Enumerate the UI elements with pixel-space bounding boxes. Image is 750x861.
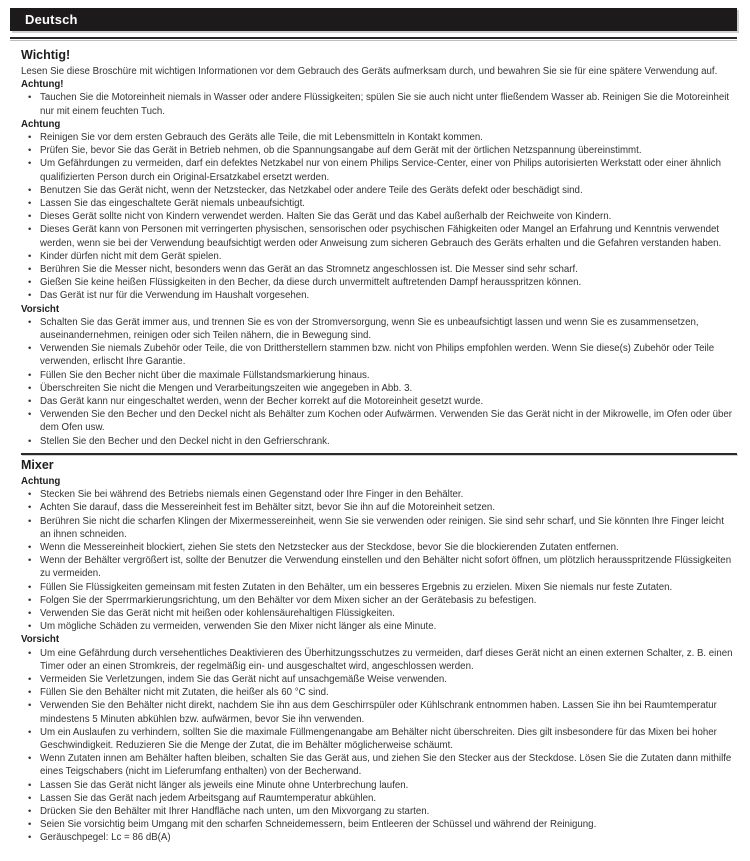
bullet-item: • Achten Sie darauf, dass die Messereinheit fest im Behälter sitzt, bevor Sie ihn auf die Motoreinheit setzen. — [21, 501, 737, 514]
bullet-item: • Drücken Sie den Behälter mit Ihrer Handfläche nach unten, um den Mixvorgang zu starten. — [21, 805, 737, 818]
bullet-item: • Prüfen Sie, bevor Sie das Gerät in Betrieb nehmen, ob die Spannungsangabe auf dem Gerät mit der örtlichen Netzspannung übereinstimmt. — [21, 144, 737, 157]
bullet-item: • Vermeiden Sie Verletzungen, indem Sie das Gerät nicht auf unsachgemäße Weise verwenden. — [21, 673, 737, 686]
bullet-item: • Verwenden Sie das Gerät nicht mit heißen oder kohlensäurehaltigen Flüssigkeiten. — [21, 607, 737, 620]
section-divider — [21, 453, 737, 455]
warning-list-vorsicht — [21, 316, 737, 448]
bullet-item: • Füllen Sie Flüssigkeiten gemeinsam mit festen Zutaten in den Behälter, um ein besseres Ergebnis zu erzielen. Mixen Sie niemals nur feste Zutaten. — [21, 581, 737, 594]
bullet-item: • Berühren Sie nicht die scharfen Klingen der Mixermessereinheit, wenn Sie sie verwenden oder reinigen. Sie sind sehr scharf, und Sie könnten Ihre Finger leicht an ihnen schneiden. — [21, 515, 737, 541]
intro-paragraph: Lesen Sie diese Broschüre mit wichtigen Informationen vor dem Gebrauch des Geräts aufmerksam durch, und bewahren Sie sie für eine spätere Verwendung auf. — [21, 66, 718, 77]
mixer-warning-list-achtung — [21, 488, 737, 633]
bullet-item: • Folgen Sie der Sperrmarkierungsrichtung, um den Behälter vor dem Mixen sicher an der Gerätebasis zu befestigen. — [21, 594, 737, 607]
page-content — [10, 41, 737, 845]
bullet-item: • Um Gefährdungen zu vermeiden, darf ein defektes Netzkabel nur von einem Philips Service-Center, einer von Philips autorisierten Werkstatt oder einer ähnlich qualifizierten Person durch ein Original-Ersatzkabel ersetzt werden. — [21, 157, 737, 183]
mixer-warning-list-vorsicht — [21, 647, 737, 845]
bullet-item: • Berühren Sie die Messer nicht, besonders wenn das Gerät an das Stromnetz angeschlossen ist. Die Messer sind sehr scharf. — [21, 263, 737, 276]
bullet-item: • Wenn der Behälter vergrößert ist, sollte der Benutzer die Verwendung einstellen und den Behälter nicht sofort öffnen, um plötzlich herausspritzende Flüssigkeiten zu vermeiden. — [21, 554, 737, 580]
bullet-item: • Stecken Sie bei während des Betriebs niemals einen Gegenstand oder Ihre Finger in den Behälter. — [21, 488, 737, 501]
bullet-item: • Gießen Sie keine heißen Flüssigkeiten in den Becher, da diese durch unvermittelt auftretenden Dampf herausspritzen können. — [21, 276, 737, 289]
bullet-item: • Lassen Sie das eingeschaltete Gerät niemals unbeaufsichtigt. — [21, 197, 737, 210]
bullet-item: • Schalten Sie das Gerät immer aus, und trennen Sie es von der Stromversorgung, wenn Sie es unbeaufsichtigt lassen und wenn Sie es zusammensetzen, auseinandernehmen, reinigen oder sich Teilen nähern, die in Bewegung sind. — [21, 316, 737, 342]
bullet-item: • Dieses Gerät sollte nicht von Kindern verwendet werden. Halten Sie das Gerät und das Kabel außerhalb der Reichweite von Kindern. — [21, 210, 737, 223]
bullet-item: • Lassen Sie das Gerät nach jedem Arbeitsgang auf Raumtemperatur abkühlen. — [21, 792, 737, 805]
bullet-item: • Um ein Auslaufen zu verhindern, sollten Sie die maximale Füllmengenangabe am Behälter nicht überschreiten. Dies gilt insbesondere für das Mixen bei hoher Geschwindigkeit. Reduzieren Sie die Menge der Zutat, die im Behälter möglicherweise schäumt. — [21, 726, 737, 752]
bullet-item: • Wenn die Messereinheit blockiert, ziehen Sie stets den Netzstecker aus der Steckdose, bevor Sie die blockierenden Zutaten entfernen. — [21, 541, 737, 554]
bullet-item: • Dieses Gerät kann von Personen mit verringerten physischen, sensorischen oder psychischen Fähigkeiten oder Mangel an Erfahrung und Kenntnis verwendet werden, wenn sie bei der Verwendung beaufsichtigt werden oder Anweisung zum sicheren Gebrauch des Geräts erhalten und die Gefahren verstanden haben. — [21, 223, 737, 249]
bullet-item: • Füllen Sie den Becher nicht über die maximale Füllstandsmarkierung hinaus. — [21, 369, 737, 382]
group-heading-achtung-warning: Achtung! — [21, 79, 64, 91]
bullet-item: • Wenn Zutaten innen am Behälter haften bleiben, schalten Sie das Gerät aus, und ziehen Sie den Stecker aus der Steckdose. Lösen Sie die Zutaten dann mithilfe eines Teigschabers (nicht im Lieferumfang enthalten) von der Becherwand. — [21, 752, 737, 778]
bullet-item: • Um eine Gefährdung durch versehentliches Deaktivieren des Überhitzungsschutzes zu vermeiden, darf dieses Gerät nicht an einen externen Schalter, z. B. einen Timer oder an einen Stromkreis, der regelmäßig ein- und ausgeschaltet wird, angeschlossen werden. — [21, 647, 737, 673]
section-title-mixer: Mixer — [21, 457, 54, 472]
bullet-item: • Benutzen Sie das Gerät nicht, wenn der Netzstecker, das Netzkabel oder andere Teile des Geräts defekt oder beschädigt sind. — [21, 184, 737, 197]
bullet-item: • Verwenden Sie den Behälter nicht direkt, nachdem Sie ihn aus dem Geschirrspüler oder Kühlschrank entnommen haben. Lassen Sie ihn bei Raumtemperatur mindestens 5 Minuten abkühlen bzw. aufwärmen, bevor Sie ihn verwenden. — [21, 699, 737, 725]
bullet-item: • Das Gerät kann nur eingeschaltet werden, wenn der Becher korrekt auf die Motoreinheit gesetzt wurde. — [21, 395, 737, 408]
bullet-item: • Füllen Sie den Behälter nicht mit Zutaten, die heißer als 60 °C sind. — [21, 686, 737, 699]
bullet-item: • Reinigen Sie vor dem ersten Gebrauch des Geräts alle Teile, die mit Lebensmitteln in Kontakt kommen. — [21, 131, 737, 144]
bullet-item: • Tauchen Sie die Motoreinheit niemals in Wasser oder andere Flüssigkeiten; spülen Sie sie auch nicht unter fließendem Wasser ab. Reinigen Sie die Motoreinheit nur mit einem feuchten Tuch. — [21, 91, 737, 117]
bullet-item: • Kinder dürfen nicht mit dem Gerät spielen. — [21, 250, 737, 263]
bullet-item: • Verwenden Sie niemals Zubehör oder Teile, die von Drittherstellern stammen bzw. nicht von Philips empfohlen werden. Wenn Sie diese(s) Zubehör oder Teile verwenden, erlischt Ihre Garantie. — [21, 342, 737, 368]
group-heading-vorsicht: Vorsicht — [21, 303, 60, 315]
section-mixer — [21, 458, 737, 845]
bullet-item: • Lassen Sie das Gerät nicht länger als jeweils eine Minute ohne Unterbrechung laufen. — [21, 779, 737, 792]
section-important — [21, 48, 737, 448]
warning-list-achtung — [21, 131, 737, 303]
bullet-item: • Verwenden Sie den Becher und den Deckel nicht als Behälter zum Kochen oder Aufwärmen. Verwenden Sie das Gerät nicht in der Mikrowelle, im Ofen oder über dem Ofen usw. — [21, 408, 737, 434]
bullet-item: • Das Gerät ist nur für die Verwendung im Haushalt vorgesehen. — [21, 289, 737, 302]
mixer-group-heading-vorsicht: Vorsicht — [21, 634, 60, 646]
warning-list-achtung-warning — [21, 91, 737, 117]
group-heading-achtung: Achtung — [21, 118, 61, 130]
bullet-item: • Geräuschpegel: Lc = 86 dB(A) — [21, 831, 737, 844]
section-title-important: Wichtig! — [21, 48, 71, 62]
language-header-bar — [10, 8, 737, 31]
bullet-item: • Um mögliche Schäden zu vermeiden, verwenden Sie den Mixer nicht länger als eine Minute. — [21, 620, 737, 633]
bullet-item: • Seien Sie vorsichtig beim Umgang mit den scharfen Schneidemessern, beim Entleeren der Schüssel und während der Reinigung. — [21, 818, 737, 831]
language-label: Deutsch — [25, 12, 78, 27]
mixer-group-heading-achtung: Achtung — [21, 475, 61, 487]
bullet-item: • Überschreiten Sie nicht die Mengen und Verarbeitungszeiten wie angegeben in Abb. 3. — [21, 382, 737, 395]
bullet-item: • Stellen Sie den Becher und den Deckel nicht in den Gefrierschrank. — [21, 435, 737, 448]
